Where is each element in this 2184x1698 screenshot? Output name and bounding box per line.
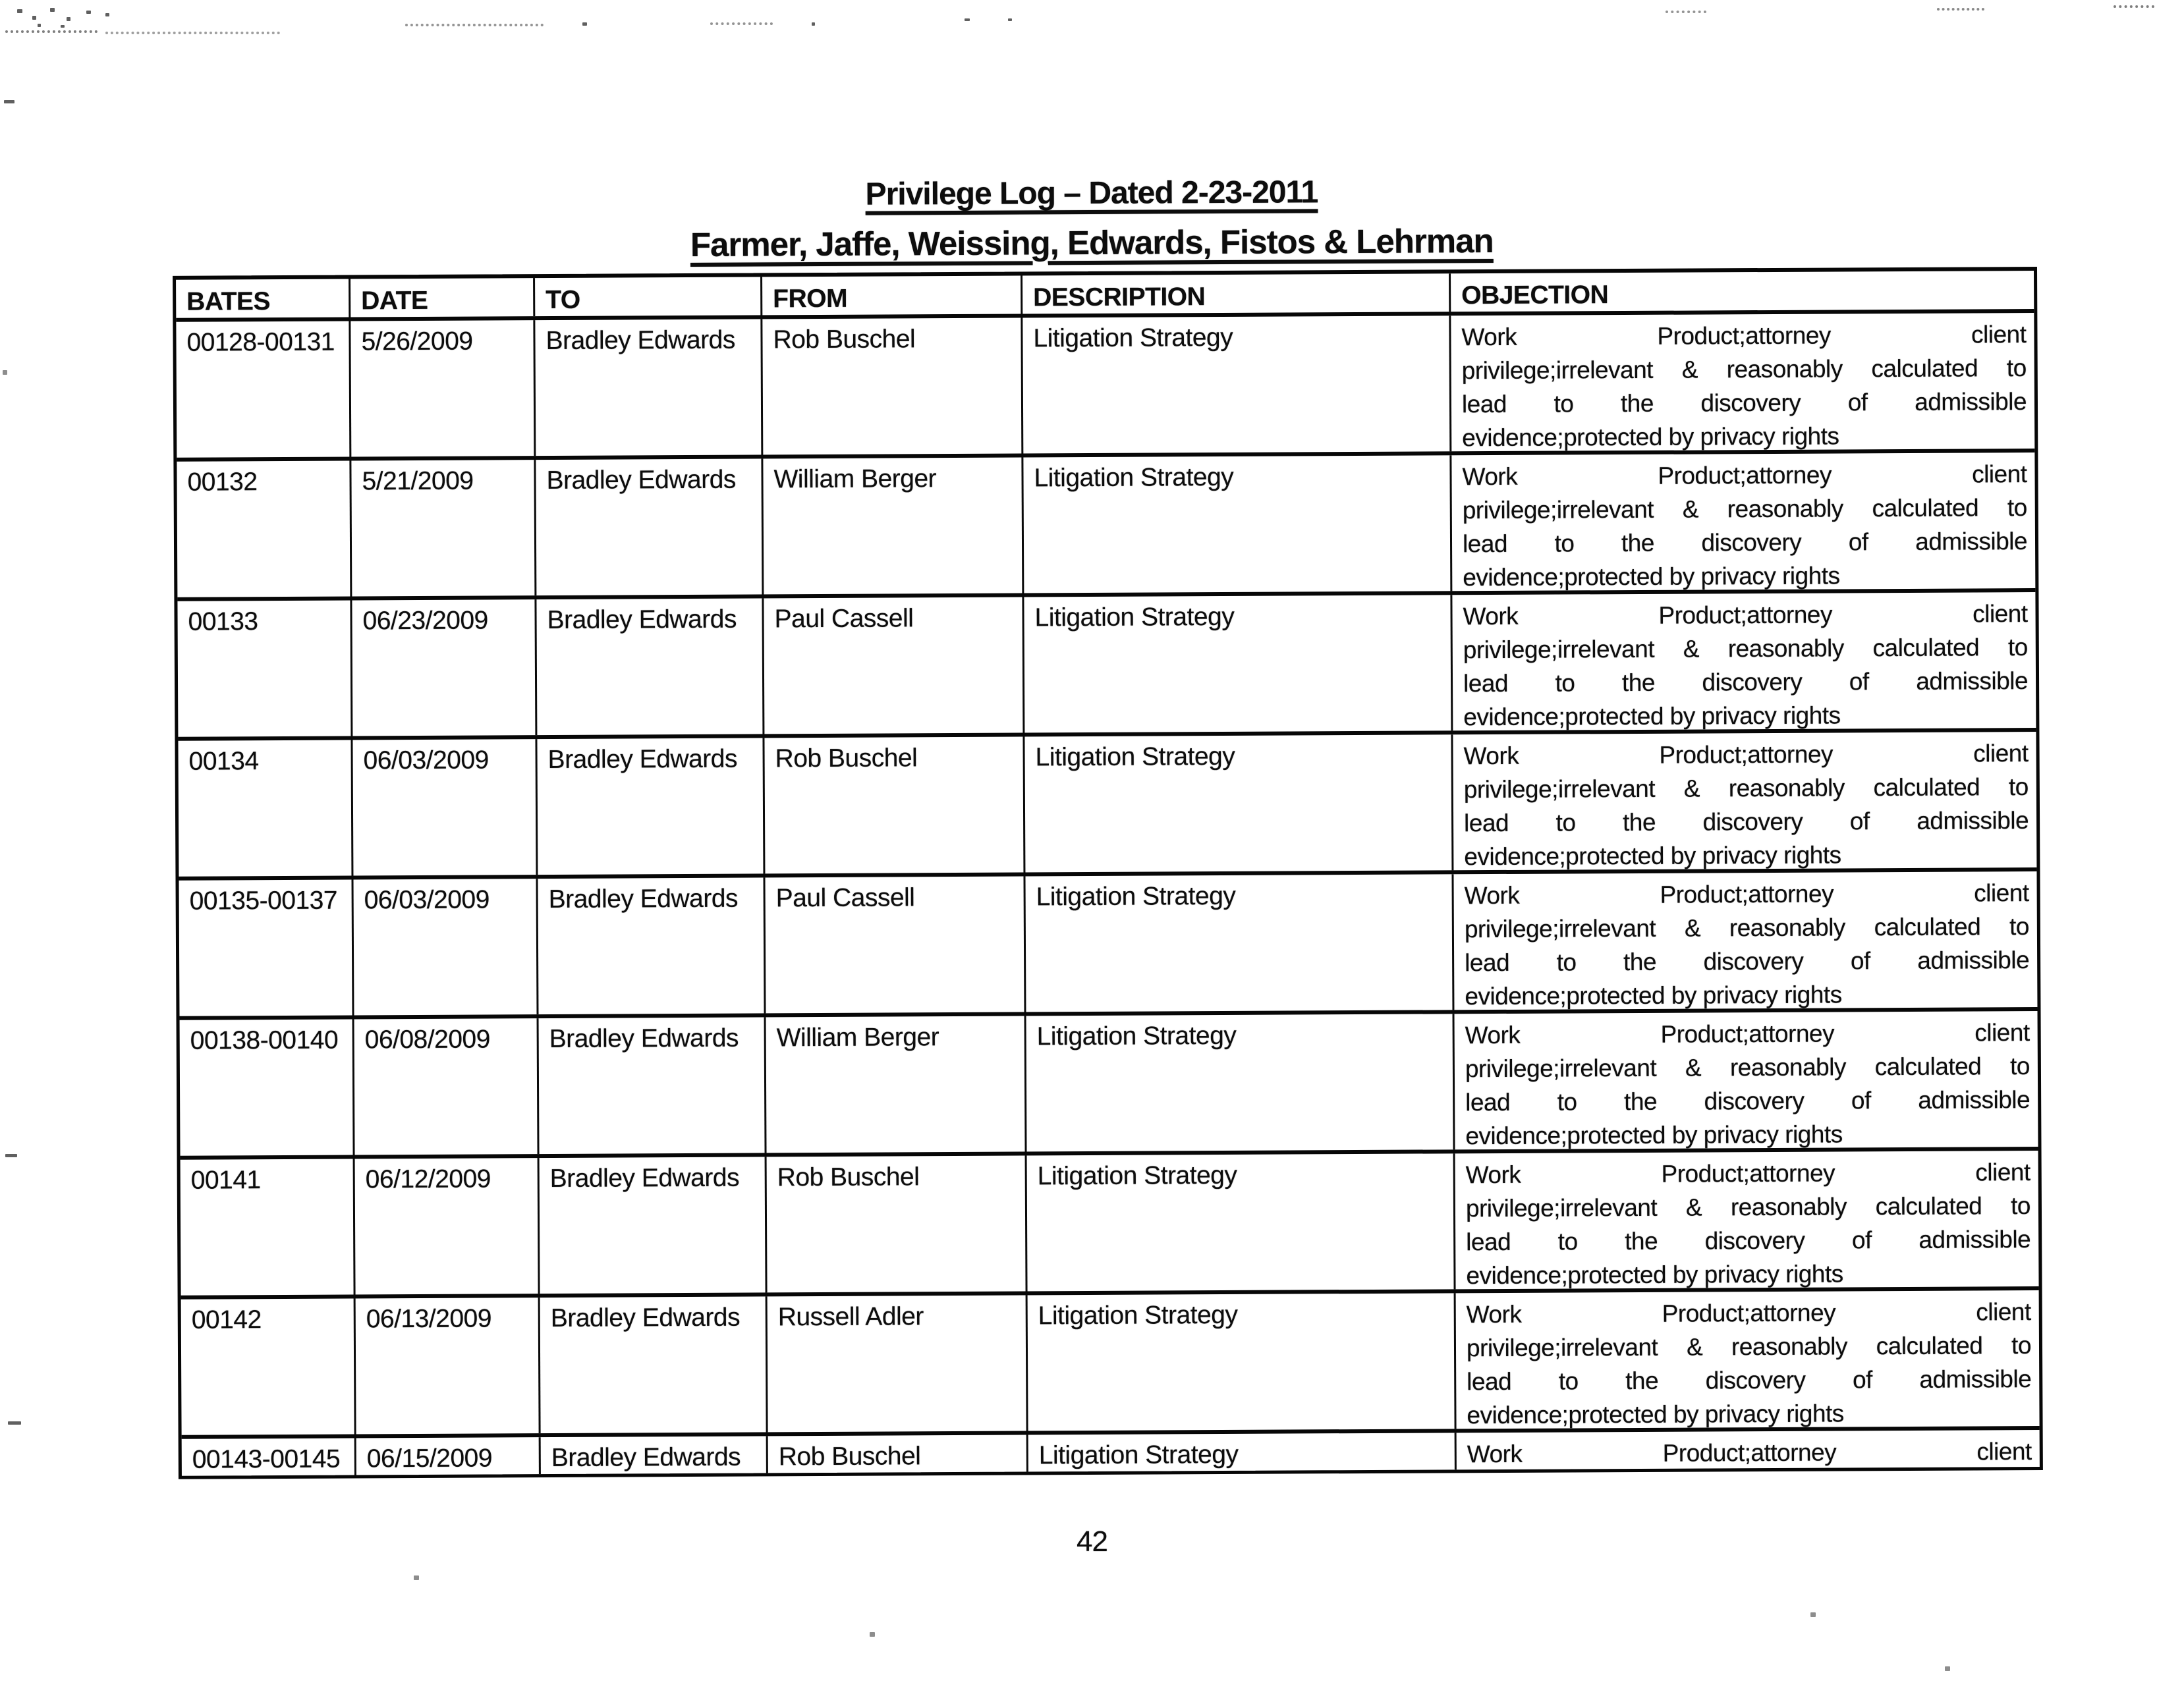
objection-line: lead to the discovery of admissible <box>1463 667 2029 698</box>
cell-description: Litigation Strategy <box>1022 315 1451 453</box>
objection-line: privilege;irrelevant & reasonably calculated to <box>1465 1192 2031 1222</box>
cell-from: Rob Buschel <box>768 1435 1028 1473</box>
objection-line: privilege;irrelevant & reasonably calculated to <box>1464 913 2029 943</box>
objection-line: Work Product;attorney client <box>1462 460 2027 491</box>
cell-date: 06/03/2009 <box>353 879 538 1015</box>
header-bates: BATES <box>176 279 350 318</box>
objection-line: Work Product;attorney client <box>1465 1159 2030 1189</box>
cell-to: Bradley Edwards <box>536 598 764 735</box>
cell-description: Litigation Strategy <box>1026 1014 1455 1151</box>
table-row <box>177 452 2035 601</box>
objection-line: privilege;irrelevant & reasonably calculated to <box>1463 773 2029 804</box>
cell-date: 5/21/2009 <box>351 460 536 596</box>
firm-name-title: Farmer, Jaffe, Weissing, Edwards, Fistos & Lehrman <box>690 222 1494 263</box>
objection-line: evidence;protected by privacy rights <box>1463 562 1840 591</box>
cell-to: Bradley Edwards <box>538 877 766 1014</box>
table-row <box>178 732 2036 881</box>
table-row <box>181 1151 2039 1300</box>
cell-from: Rob Buschel <box>767 1155 1028 1292</box>
objection-line: evidence;protected by privacy rights <box>1462 422 1839 452</box>
objection-line: lead to the discovery of admissible <box>1464 807 2029 837</box>
objection-line: lead to the discovery of admissible <box>1461 388 2027 418</box>
cell-from: Paul Cassell <box>765 877 1026 1014</box>
objection-line: privilege;irrelevant & reasonably calculated to <box>1465 1053 2030 1083</box>
cell-objection <box>1455 1011 2038 1149</box>
privilege-log-table <box>173 267 2043 1479</box>
cell-description: Litigation Strategy <box>1024 734 1453 872</box>
objection-line: lead to the discovery of admissible <box>1466 1226 2031 1256</box>
cell-bates: 00133 <box>177 600 352 736</box>
cell-bates: 00141 <box>181 1159 356 1295</box>
cell-bates: 00128-00131 <box>176 321 351 457</box>
cell-bates: 00134 <box>178 740 353 876</box>
objection-line: evidence;protected by privacy rights <box>1464 841 1841 871</box>
cell-date: 06/12/2009 <box>355 1158 540 1294</box>
objection-line: Work Product;attorney client <box>1464 879 2029 910</box>
objection-line: privilege;irrelevant & reasonably calculated to <box>1463 634 2028 664</box>
objection-line: Work Product;attorney client <box>1463 600 2028 630</box>
cell-to: Bradley Edwards <box>539 1017 767 1154</box>
objection-line: lead to the discovery of admissible <box>1467 1365 2032 1396</box>
objection-line: lead to the discovery of admissible <box>1465 946 2030 977</box>
cell-bates: 00135-00137 <box>179 879 354 1016</box>
objection-line: lead to the discovery of admissible <box>1462 528 2028 558</box>
header-from: FROM <box>762 276 1022 315</box>
header-objection: OBJECTION <box>1461 281 1609 310</box>
cell-description: Litigation Strategy <box>1025 874 1454 1012</box>
cell-objection <box>1455 1151 2039 1289</box>
cell-objection <box>1456 1290 2040 1429</box>
cell-from: Paul Cassell <box>764 597 1024 734</box>
cell-to: Bradley Edwards <box>540 1157 768 1294</box>
cell-to: Bradley Edwards <box>540 1296 768 1433</box>
table-row <box>181 1290 2040 1439</box>
objection-line: evidence;protected by privacy rights <box>1465 1120 1843 1150</box>
objection-line: Work Product;attorney client <box>1461 321 2027 351</box>
cell-date: 06/23/2009 <box>352 599 537 736</box>
objection-line: evidence;protected by privacy rights <box>1463 701 1841 731</box>
objection-line: privilege;irrelevant & reasonably calculated to <box>1461 354 2027 385</box>
cell-from: Rob Buschel <box>764 737 1025 874</box>
cell-to: Bradley Edwards <box>536 458 764 595</box>
cell-to: Bradley Edwards <box>541 1436 768 1474</box>
cell-from: Russell Adler <box>768 1295 1028 1432</box>
header-description: DESCRIPTION <box>1022 273 1451 314</box>
header-date: DATE <box>350 278 535 317</box>
cell-description: Litigation Strategy <box>1027 1153 1456 1291</box>
objection-line: Work Product;attorney client <box>1465 1019 2030 1049</box>
objection-line: evidence;protected by privacy rights <box>1467 1400 1844 1429</box>
objection-line: evidence;protected by privacy rights <box>1465 981 1842 1010</box>
table-row <box>176 313 2034 462</box>
cell-date: 06/08/2009 <box>354 1018 540 1155</box>
cell-from: Rob Buschel <box>762 318 1023 455</box>
cell-description: Litigation Strategy <box>1028 1433 1457 1471</box>
cell-objection <box>1451 313 2034 451</box>
cell-description: Litigation Strategy <box>1023 455 1452 593</box>
objection-line: Work Product;attorney client <box>1463 740 2029 770</box>
table-row <box>180 1011 2038 1160</box>
cell-objection <box>1453 871 2037 1010</box>
page-number: 42 <box>1077 1525 1107 1558</box>
cell-date: 06/15/2009 <box>356 1437 541 1475</box>
cell-objection <box>1457 1430 2040 1469</box>
objection-line: Work Product;attorney client <box>1466 1298 2031 1328</box>
cell-date: 5/26/2009 <box>350 320 536 456</box>
objection-line: privilege;irrelevant & reasonably calculated to <box>1466 1332 2032 1362</box>
cell-objection <box>1452 592 2036 730</box>
cell-description: Litigation Strategy <box>1028 1293 1457 1431</box>
cell-from: William Berger <box>766 1016 1027 1153</box>
cell-objection <box>1451 452 2035 591</box>
objection-line: evidence;protected by privacy rights <box>1466 1260 1843 1290</box>
table-row <box>179 871 2038 1020</box>
objection-line: privilege;irrelevant & reasonably calculated to <box>1462 494 2027 524</box>
page-title: Privilege Log – Dated 2-23-2011 <box>865 175 1318 212</box>
objection-line: lead to the discovery of admissible <box>1465 1086 2030 1116</box>
cell-bates: 00142 <box>181 1298 356 1435</box>
cell-bates: 00143-00145 <box>182 1438 356 1475</box>
objection-line: Work Product;attorney client <box>1467 1438 2032 1468</box>
header-to: TO <box>535 277 762 316</box>
cell-description: Litigation Strategy <box>1024 595 1453 732</box>
cell-to: Bradley Edwards <box>535 319 763 456</box>
cell-bates: 00138-00140 <box>180 1019 355 1155</box>
cell-to: Bradley Edwards <box>537 738 765 875</box>
cell-date: 06/13/2009 <box>356 1298 541 1434</box>
cell-from: William Berger <box>763 458 1024 595</box>
cell-objection <box>1453 732 2036 870</box>
cell-date: 06/03/2009 <box>352 739 538 875</box>
cell-bates: 00132 <box>177 460 352 597</box>
table-row <box>177 592 2036 741</box>
